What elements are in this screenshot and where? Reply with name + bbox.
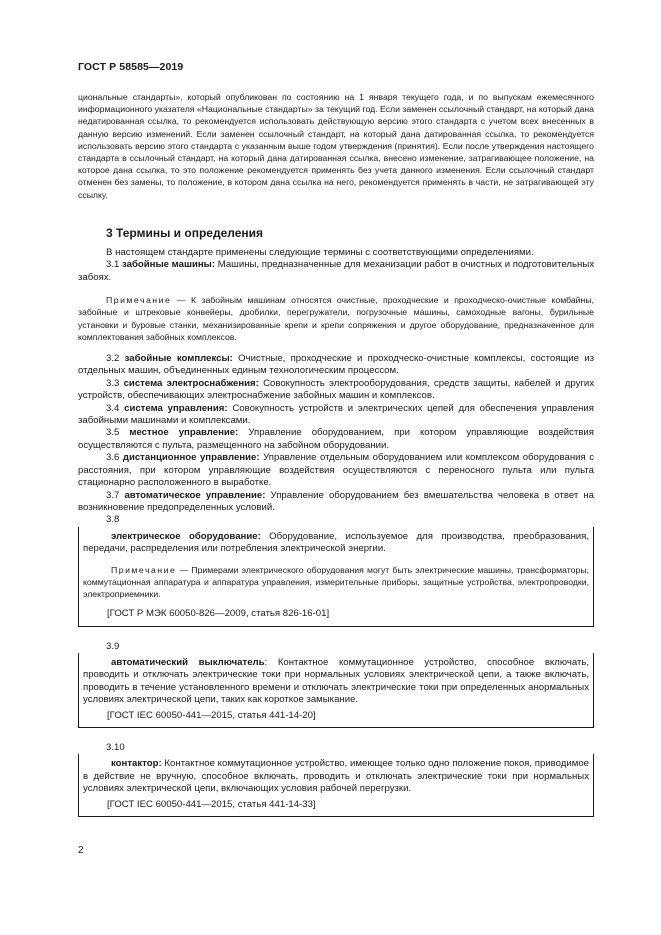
term-definition: Контактное коммутационное устройство, имеющее только одно положение покоя, приводимое в действие не вручную, способное включать, проводить и отключать электрические токи при нормальных условиях электрической цепи, включающих условия рабочей перегрузки. bbox=[83, 758, 589, 795]
term-number: 3.4 bbox=[106, 402, 120, 414]
boxed-term-3-9 bbox=[78, 653, 594, 728]
term-definition: Очистные, проходческие и проходческо-очистные комплексы, состоящие из отдельных машин, объединенных единым технологическим процессом. bbox=[78, 353, 594, 377]
term-name: электрическое оборудование: bbox=[111, 530, 261, 542]
boxed-term-text bbox=[83, 531, 589, 556]
term-definition: Совокупность устройств и электрических цепей для обеспечения управления забойными машинами и комплексами. bbox=[78, 402, 594, 427]
term-definition: Машины, предназначенные для механизации работ в очистных и подготовительных забоях. bbox=[78, 259, 595, 283]
note-text: — К забойным машинам относятся очистные, проходческие и проходческо-очистные комбайны, забойные и штрековые конвейеры, дробилки, перегружатели, погрузочные машины, самоходные вагоны, бурильные установки и буровые станки, механизированные крепи и крепи сопряжения и другое оборудование, предназначенное для комплектования забойных комплексов. bbox=[78, 295, 594, 342]
term-3-1 bbox=[78, 259, 594, 284]
source-reference: [ГОСТ IEC 60050-441—2015, статья 441-14-20] bbox=[107, 709, 316, 721]
term-name: забойные машины: bbox=[122, 259, 216, 271]
boxed-term-3-10 bbox=[78, 754, 594, 817]
page-number: 2 bbox=[78, 845, 84, 856]
terms-block bbox=[78, 247, 594, 817]
boxed-term-text bbox=[83, 758, 589, 795]
term-definition: Управление отдельным оборудованием или комплексом оборудования с расстояния, при котором управляющие воздействия осуществляются с переносного пульта или пульта стационарно расположенного в выработке. bbox=[78, 452, 594, 489]
term-3-3 bbox=[78, 378, 594, 403]
source-reference: [ГОСТ Р МЭК 60050-826—2009, статья 826-16-01] bbox=[107, 608, 330, 620]
term-number: 3.1 bbox=[106, 259, 120, 271]
term-number: 3.3 bbox=[106, 377, 120, 389]
term-name: местное управление: bbox=[129, 427, 239, 439]
term-name: система управления: bbox=[124, 402, 228, 414]
term-name: забойные комплексы: bbox=[124, 353, 233, 365]
section-title: 3 Термины и определения bbox=[106, 226, 264, 240]
term-3-2 bbox=[78, 353, 594, 378]
term-number: 3.6 bbox=[106, 452, 120, 464]
note-label: Примечание bbox=[106, 295, 172, 306]
term-number: 3.5 bbox=[106, 427, 120, 439]
boxed-note bbox=[83, 564, 589, 601]
term-definition: Совокупность электрооборудования, средств защиты, кабелей и других устройств, обеспечивающих электроснабжение забойных машин и комплексов. bbox=[78, 377, 595, 402]
note-text: — Примерами электрического оборудования могут быть электрические машины, трансформаторы, коммутационная аппаратура и аппаратура управления, измерительные приборы, защитные устройства, электропроводки, электроприемники. bbox=[83, 564, 589, 599]
term-name: дистанционное управление: bbox=[122, 452, 260, 464]
document-header: ГОСТ Р 58585—2019 bbox=[78, 61, 184, 73]
term-name: система электроснабжения: bbox=[123, 377, 259, 389]
term-definition: Управление оборудованием без вмешательства человека в ответ на возникновение предопределенных условий. bbox=[78, 489, 595, 513]
term-3-5 bbox=[78, 427, 594, 452]
term-name: автоматический выключатель bbox=[111, 656, 265, 668]
term-3-6 bbox=[78, 452, 594, 489]
term-definition: Управление оборудованием, при котором управляющие воздействия осуществляются с пульта, размещенного на забойном оборудовании. bbox=[78, 427, 594, 451]
term-number-3-8: 3.8 bbox=[106, 514, 120, 526]
section-lead: В настоящем стандарте применены следующие термины с соответствующими определениями. bbox=[106, 247, 534, 258]
term-3-7 bbox=[78, 490, 594, 515]
intro-paragraph: циональные стандарты», который опубликован по состоянию на 1 января текущего года, и по выпускам ежемесячного информационного указателя «Национальные стандарты» за текущий год. Если заменен ссылочный стандарт, на который дана недатированная ссылка, то рекомендуется использовать действующую версию этого стандарта с учетом всех внесенных в данную версию изменений. Если заменен ссылочный стандарт, на который дана датированная ссылка, то рекомендуется использовать версию этого стандарта с указанным выше годом утверждения (принятия). Если после утверждения настоящего стандарта в ссылочный стандарт, на который дана датированная ссылка, внесено изменение, затрагивающее положение, на которое дана ссылка, то это положение рекомендуется применять без учета данного изменения. Если ссылочный стандарт отменен без замены, то положение, в котором дана ссылка на него, рекомендуется применять в части, не затрагивающей эту ссылку. bbox=[78, 92, 594, 200]
note-3-1 bbox=[78, 294, 594, 343]
term-definition: Оборудование, используемое для производства, преобразования, передачи, распределения или потребления электрической энергии. bbox=[83, 530, 589, 555]
term-name: автоматическое управление: bbox=[124, 489, 266, 501]
boxed-term-3-8 bbox=[78, 527, 594, 627]
term-number: 3.7 bbox=[106, 489, 120, 501]
term-name: контактор: bbox=[111, 758, 162, 770]
term-number: 3.2 bbox=[106, 353, 120, 365]
term-number-3-10: 3.10 bbox=[106, 741, 125, 753]
term-3-4 bbox=[78, 403, 594, 428]
note-label: Примечание bbox=[111, 564, 177, 575]
term-number-3-9: 3.9 bbox=[106, 640, 120, 652]
term-definition: : Контактное коммутационное устройство, способное включать, проводить и отключать электрические токи при нормальных условиях электрической цепи, а также включать, проводить в течение установленного времени и отключать электрические токи при определенных анормальных условиях электрической цепи, таких как короткое замыкание. bbox=[83, 656, 589, 706]
boxed-term-text bbox=[83, 657, 589, 707]
source-reference: [ГОСТ IEC 60050-441—2015, статья 441-14-33] bbox=[107, 798, 316, 810]
